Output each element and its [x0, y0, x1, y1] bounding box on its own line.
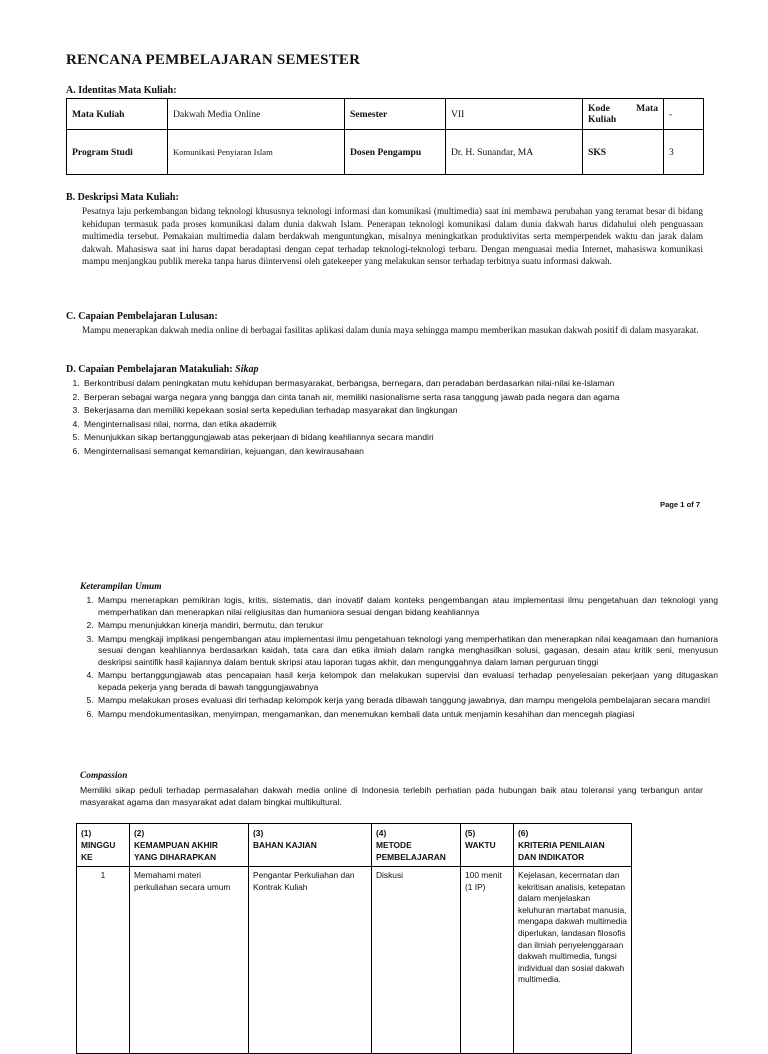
table-row	[77, 867, 632, 1054]
cell-bahan-kajian: Pengantar Perkuliahan dan Kontrak Kuliah	[249, 867, 372, 1054]
cell-kriteria: Kejelasan, kecermatan dan kekritisan analisis, ketepatan dalam menjelaskan keluhuran martabat manusia, mengapa dakwah multimedia diperlukan, landasan filosofis dan ilmiah penyelenggaraan dakwah multimedia, fungsi individual dan sosial dakwah multimedia.	[514, 867, 632, 1054]
identity-row	[67, 99, 704, 130]
cell-kemampuan: Memahami materi perkuliahan secara umum	[130, 867, 249, 1054]
learning-outcome-text: Mampu menerapkan dakwah media online di berbagai fasilitas aplikasi dalam dunia maya sehingga mampu memberikan masukan dakwah positif di dalam masyarakat.	[82, 325, 699, 335]
section-d-heading	[66, 364, 259, 375]
sikap-list	[66, 377, 722, 458]
list-item: 6. Mampu mendokumentasikan, menyimpan, mengamankan, dan menemukan kembali data untuk menjamin kesahihan dan mencegah plagiasi	[96, 709, 718, 721]
value-mata-kuliah: Dakwah Media Online	[168, 99, 345, 130]
header-waktu: (5) WAKTU	[461, 824, 514, 867]
value-semester: VII	[446, 99, 583, 130]
list-item: 2. Mampu menunjukkan kinerja mandiri, bermutu, dan terukur	[96, 620, 718, 632]
header-bahan-kajian: (3) BAHAN KAJIAN	[249, 824, 372, 867]
course-description: Pesatnya laju perkembangan bidang teknologi khususnya teknologi informasi dan komunikasi (multimedia) saat ini membawa perubahan yang teramat besar di bidang kehidupan termasuk pada proses komunikasi dalam dunia dakwah Islam. Penerapan teknologi komunikasi dalam dunia dakwah harus didahului oleh penguasaan multimedia tersebut. Pemakaian multimedia dalam berdakwah menguntungkan, misalnya meningkatkan produktivitas serta memperpendek waktu dan jarak dalam dakwah. Mahasiswa saat ini harus dapat beradaptasi dengan cepat terhadap teknologi-teknologi terbaru. Dengan menguasai media Internet, mahasiswa komunikasi mampu menjangkau publik mereka tanpa harus diintervensi oleh gatekeeper yang melakukan sensor terhadap terbitnya suatu informasi dakwah.	[82, 206, 703, 267]
label-sks: SKS	[583, 130, 664, 175]
value-dosen-pengampu: Dr. H. Sunandar, MA	[446, 130, 583, 175]
identity-row	[67, 130, 704, 175]
label-program-studi: Program Studi	[67, 130, 168, 175]
section-b-heading: B. Deskripsi Mata Kuliah:	[66, 192, 179, 203]
label-kode-mata-kuliah: Kode Mata Kuliah	[583, 99, 664, 130]
cell-metode: Diskusi	[372, 867, 461, 1054]
header-metode: (4) METODE PEMBELAJARAN	[372, 824, 461, 867]
page-number: Page 1 of 7	[660, 500, 701, 509]
value-kode-mata-kuliah: -	[664, 99, 704, 130]
identity-table	[66, 98, 704, 175]
label-dosen-pengampu: Dosen Pengampu	[345, 130, 446, 175]
compassion-heading: Compassion	[80, 771, 128, 781]
value-program-studi: Komunikasi Penyiaran Islam	[168, 130, 345, 175]
section-d-heading-text: D. Capaian Pembelajaran Matakuliah:	[66, 364, 236, 375]
list-item: 5. Menunjukkan sikap bertanggungjawab atas pekerjaan di bidang keahliannya secara mandiri	[82, 431, 722, 445]
cell-minggu: 1	[77, 867, 130, 1054]
list-item: 5. Mampu melakukan proses evaluasi diri terhadap kelompok kerja yang berada dibawah tanggung jawabnya, dan mampu mengelola pembelajaran secara mandiri	[96, 695, 718, 707]
list-item: 6. Menginternalisasi semangat kemandirian, kejuangan, dan kewirausahaan	[82, 445, 722, 459]
keterampilan-list	[80, 595, 718, 722]
list-item: 1. Mampu menerapkan pemikiran logis, kritis, sistematis, dan inovatif dalam konteks pengembangan atau implementasi ilmu pengetahuan dan teknologi yang memperhatikan dan menerapkan nilai religiusitas dan humaniora sesuai dengan bidang keahliannya	[96, 595, 718, 618]
header-kemampuan: (2) KEMAMPUAN AKHIR YANG DIHARAPKAN	[130, 824, 249, 867]
list-item: 3. Mampu mengkaji implikasi pengembangan atau implementasi ilmu pengetahuan teknologi yang memperhatikan dan menerapkan nilai keagamaan dan humaniora sesuai dengan keahliannya berdasarkan kaidah, tata cara dan etika ilmiah dalam rangka menghasilkan solusi, gagasan, desain atau kritik seni, menyusun deskripsi saintifik hasil kajiannya dalam bentuk skripsi atau laporan tugas akhir, dan mengunggahnya dalam laman perguruan tinggi	[96, 634, 718, 669]
list-item: 1. Berkontribusi dalam peningkatan mutu kehidupan bermasyarakat, berbangsa, bernegara, dan peradaban berdasarkan nilai-nilai ke-Islaman	[82, 377, 722, 391]
section-d-heading-emphasis: Sikap	[235, 364, 259, 375]
label-mata-kuliah: Mata Kuliah	[67, 99, 168, 130]
list-item: 4. Mampu bertanggungjawab atas pencapaian hasil kerja kelompok dan melakukan supervisi dan evaluasi terhadap penyelesaian pekerjaan yang ditugaskan kepada pekerja yang berada di bawah tanggungjawabnya	[96, 670, 718, 693]
label-semester: Semester	[345, 99, 446, 130]
value-sks: 3	[664, 130, 704, 175]
schedule-header-row	[77, 824, 632, 867]
list-item: 3. Bekerjasama dan memiliki kepekaan sosial serta kepedulian terhadap masyarakat dan lingkungan	[82, 404, 722, 418]
list-item: 4. Menginternalisasi nilai, norma, dan etika akademik	[82, 418, 722, 432]
header-minggu: (1) MINGGU KE	[77, 824, 130, 867]
keterampilan-heading: Keterampilan Umum	[80, 582, 162, 592]
page-title: RENCANA PEMBELAJARAN SEMESTER	[66, 52, 361, 68]
cell-waktu: 100 menit (1 IP)	[461, 867, 514, 1054]
list-item: 2. Berperan sebagai warga negara yang bangga dan cinta tanah air, memiliki nasionalisme serta rasa tanggung jawab pada negara dan agama	[82, 391, 722, 405]
section-c-heading: C. Capaian Pembelajaran Lulusan:	[66, 311, 218, 322]
compassion-text: Memiliki sikap peduli terhadap permasalahan dakwah media online di Indonesia terlebih perhatian pada hubungan baik atau toleransi yang terbangun antar masyarakat agama dan masyarakat adat dalam bingkai multikultural.	[80, 785, 703, 808]
section-a-heading: A. Identitas Mata Kuliah:	[66, 85, 177, 96]
header-kriteria: (6) KRITERIA PENILAIAN DAN INDIKATOR	[514, 824, 632, 867]
schedule-table	[76, 823, 632, 1054]
